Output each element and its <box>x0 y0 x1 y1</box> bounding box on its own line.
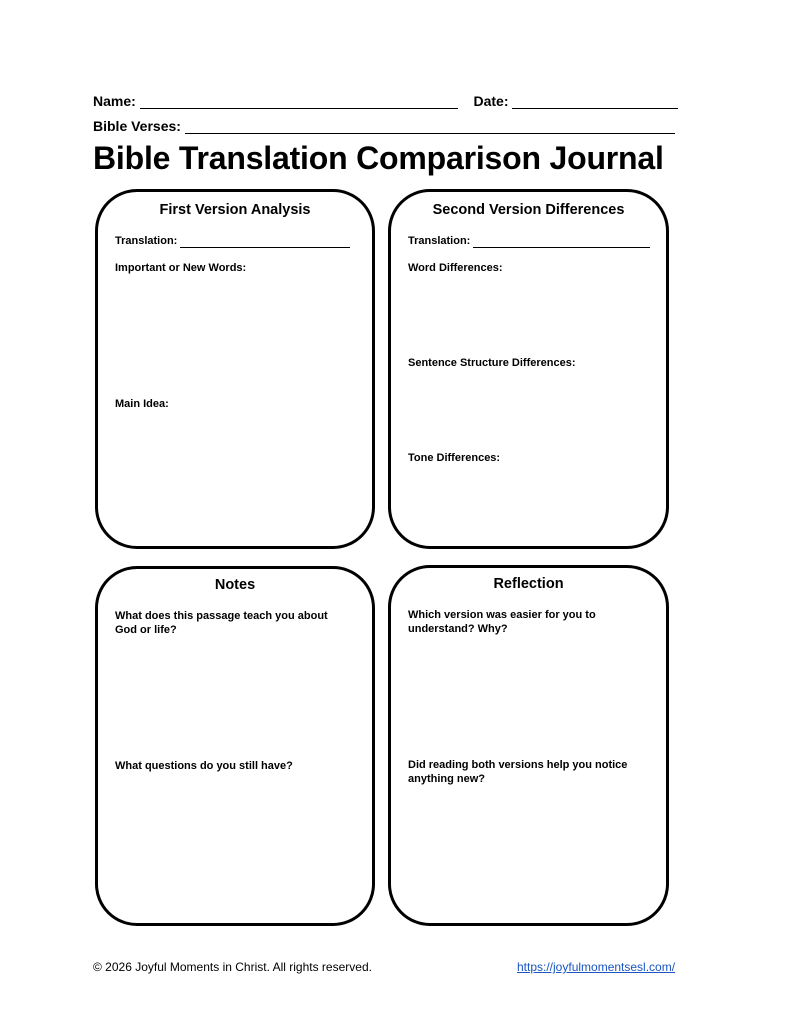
reflection-prompt-easier <box>408 608 596 636</box>
second-version-box <box>388 189 669 549</box>
name-date-row <box>93 93 678 109</box>
reflection-prompt-notice-line1: Did reading both versions help you notice <box>408 759 628 771</box>
second-translation-row <box>408 234 650 248</box>
reflection-prompt-notice-line2: anything new? <box>408 773 485 785</box>
reflection-title: Reflection <box>493 576 564 592</box>
date-label: Date: <box>473 93 509 109</box>
notes-prompt-teach-line2: God or life? <box>115 624 177 636</box>
first-translation-row <box>115 234 350 248</box>
footer-copyright: © 2026 Joyful Moments in Christ. All rights reserved. <box>93 960 372 974</box>
first-version-title: First Version Analysis <box>159 202 311 218</box>
second-translation-label: Translation: <box>408 235 471 247</box>
reflection-box <box>388 565 669 926</box>
footer-link[interactable]: https://joyfulmomentsesl.com/ <box>517 960 676 974</box>
name-field[interactable] <box>140 94 458 109</box>
reflection-prompt-easier-line2: understand? Why? <box>408 623 508 635</box>
verses-label: Bible Verses: <box>93 118 181 134</box>
first-translation-label: Translation: <box>115 235 178 247</box>
date-field[interactable] <box>512 94 678 109</box>
first-version-box <box>95 189 375 549</box>
verses-field[interactable] <box>185 119 675 134</box>
notes-prompt-teach <box>115 609 328 637</box>
notes-prompt-teach-line1: What does this passage teach you about <box>115 610 328 622</box>
second-prompt-sentence-diff: Sentence Structure Differences: <box>408 357 576 369</box>
second-translation-field[interactable] <box>473 236 650 248</box>
reflection-prompt-easier-line1: Which version was easier for you to <box>408 609 596 621</box>
first-prompt-words: Important or New Words: <box>115 262 247 274</box>
notes-prompt-questions: What questions do you still have? <box>115 760 293 772</box>
first-translation-field[interactable] <box>180 236 350 248</box>
verses-row <box>93 118 675 134</box>
first-prompt-main-idea: Main Idea: <box>115 398 169 410</box>
notes-title: Notes <box>214 577 256 593</box>
second-prompt-tone-diff: Tone Differences: <box>408 452 501 464</box>
second-prompt-word-diff: Word Differences: <box>408 262 503 274</box>
name-label: Name: <box>93 93 136 109</box>
second-version-title: Second Version Differences <box>432 202 625 218</box>
notes-box <box>95 566 375 926</box>
reflection-prompt-notice <box>408 758 627 786</box>
page-title: Bible Translation Comparison Journal <box>93 140 664 176</box>
